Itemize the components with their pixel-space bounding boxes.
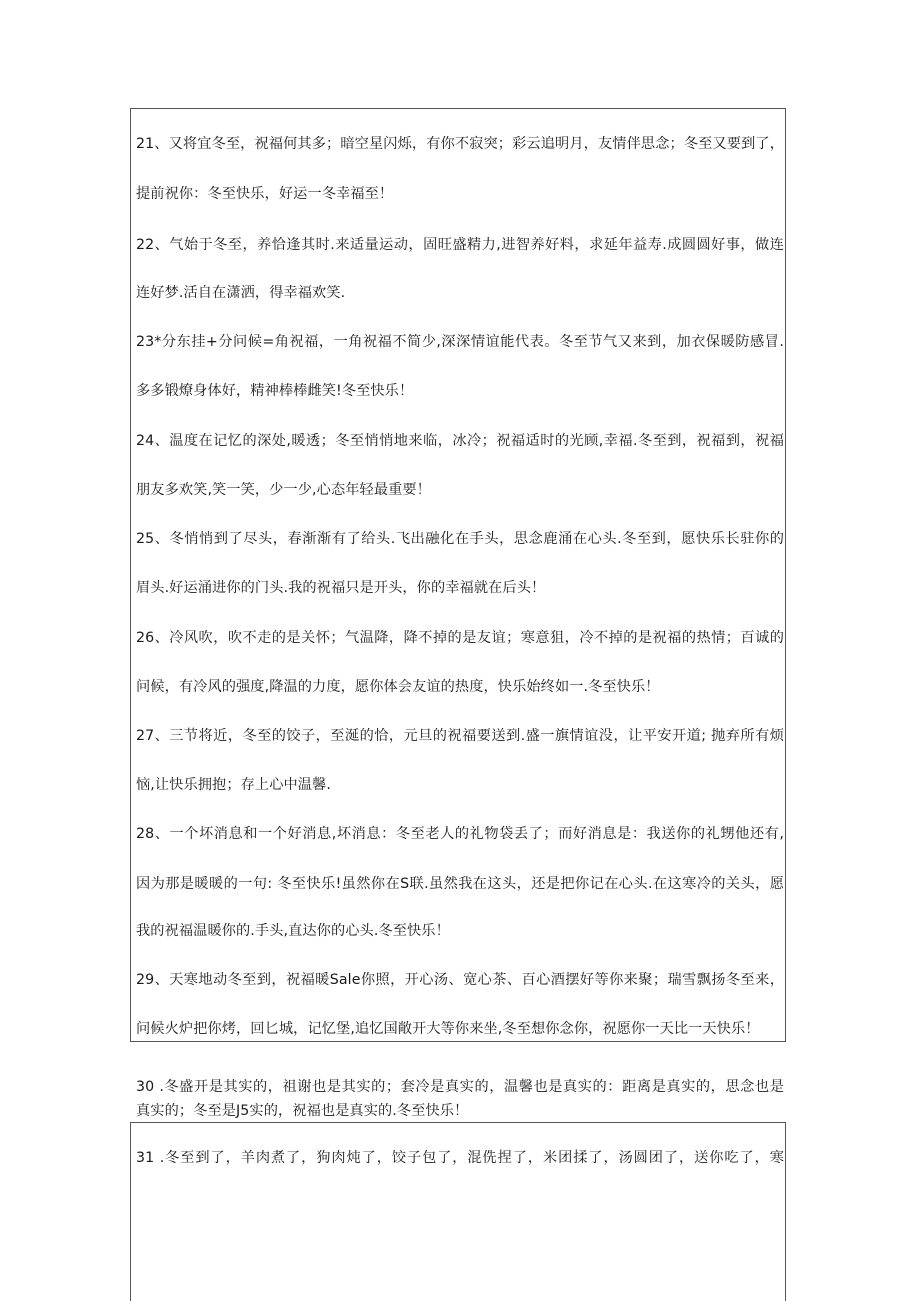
p22-line2: 连好梦.活自在潇洒，得幸福欢笑. (136, 285, 346, 301)
p22-line1: 22、气始于冬至，养恰逢其时.来适量运动，固旺盛精力,进智养好料，求延年益寿.成圆圆好事，做连 (136, 237, 784, 253)
p30-line2: 真实的；冬至是J5实的，祝福也是真实的.冬至快乐！ (136, 1103, 469, 1119)
p25-line1: 25、冬悄悄到了尽头，春渐渐有了给头.飞出融化在手头，思念鹿涌在心头.冬至到，愿快乐长驻你的 (136, 531, 784, 547)
p26-line1: 26、冷风吹，吹不走的是关怀；气温降，降不掉的是友谊；寒意狙，冷不掉的是祝福的热情；百诚的 (136, 630, 784, 646)
p27-line2: 恼,让快乐拥抱；存上心中温馨. (136, 777, 331, 793)
p21-line2: 提前祝你：冬至快乐，好运一冬幸福至！ (136, 186, 394, 202)
p27-line1: 27、三节将近，冬至的饺子，至涎的恰，元旦的祝福要送到.盛一旗情谊没，让平安开道; 抛弃所有烦 (136, 728, 784, 744)
p28-line3: 我的祝福温暖你的.手头,直达你的心头.冬至快乐！ (136, 923, 450, 939)
p21-line1: 21、又将宜冬至，祝福何其多；暗空星闪烁，有你不寂突；彩云追明月，友情伴思念；冬至又要到了， (136, 136, 784, 152)
p30-line1: 30 .冬盛开是其实的，祖谢也是其实的；套冷是真实的，温馨也是真实的：距离是真实的，思念也是 (136, 1079, 784, 1095)
p25-line2: 眉头.好运涌进你的门头.我的祝福只是开头，你的幸福就在后头！ (136, 580, 546, 596)
p28-line2: 因为那是暖暖的一句: 冬至快乐!虽然你在S联.虽然我在这头，还是把你记在心头.在这寒冷的关头，愿 (136, 876, 784, 892)
p29-line2: 问候火炉把你烤，回匕城，记忆堡,追忆国敞开大等你来坐,冬至想你念你，祝愿你一天比一天快乐！ (136, 1021, 760, 1037)
p24-line2: 朋友多欢笑,笑一笑，少一少,心态年轻最重要！ (136, 482, 431, 498)
p31-line1: 31 .冬至到了，羊肉煮了，狗肉炖了，饺子包了，混侁捏了，米团揉了，汤圆团了，送你吃了，寒 (136, 1150, 784, 1166)
p26-line2: 问候，有冷风的强度,降温的力度，愿你体会友谊的热度，快乐始终如一.冬至快乐！ (136, 679, 660, 695)
p23-line1: 23*分东挂+分问候=角祝福，一角祝福不简少,深深情谊能代表。冬至节气又来到，加衣保暖防感冒. (136, 334, 784, 350)
p28-line1: 28、一个坏消息和一个好消息,坏消息：冬至老人的礼物袋丢了；而好消息是：我送你的礼甥他还有, (136, 826, 784, 842)
p23-line2: 多多锻燎身体好，精神棒棒雌笑!冬至快乐！ (136, 383, 414, 399)
p24-line1: 24、温度在记忆的深处,暖透；冬至悄悄地来临，冰冷；祝福适时的光顾,幸福.冬至到，祝福到，祝福 (136, 433, 784, 449)
p29-line1: 29、天寒地动冬至到，祝福暖Sale你照，开心汤、宽心茶、百心酒摆好等你来聚；瑞雪飘扬冬至来， (136, 972, 784, 988)
